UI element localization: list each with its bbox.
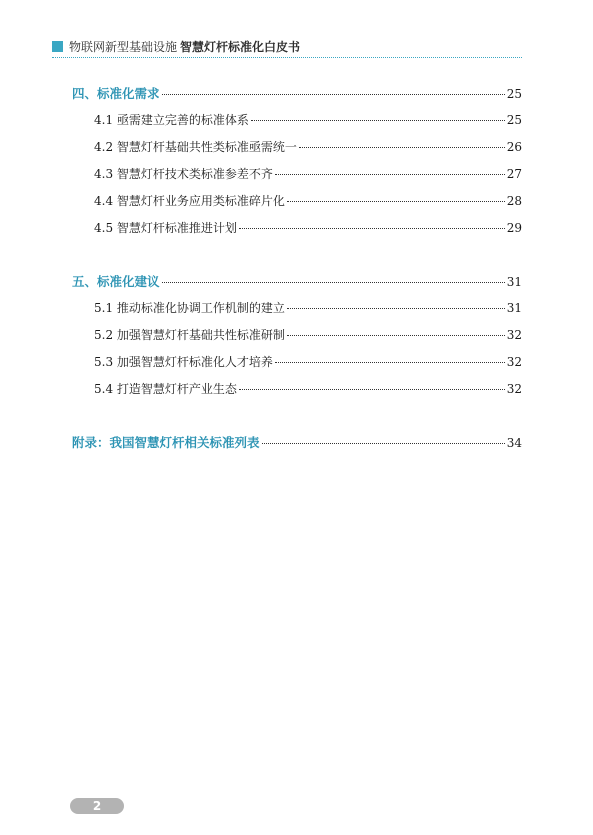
toc-section-title: 四、标准化需求 xyxy=(72,86,160,101)
dot-leader xyxy=(275,362,505,363)
toc-page-number: 25 xyxy=(506,87,522,101)
dot-leader xyxy=(239,389,505,390)
toc-page-number: 26 xyxy=(506,140,522,154)
dot-leader xyxy=(287,335,505,336)
toc-page-number: 27 xyxy=(506,167,522,181)
dot-leader xyxy=(262,443,505,444)
toc-item-4-2[interactable] xyxy=(72,138,522,165)
section-spacer xyxy=(72,246,522,272)
toc-section-4[interactable] xyxy=(72,84,522,111)
page-number-badge: 2 xyxy=(70,798,124,814)
toc-page-number: 32 xyxy=(506,328,522,342)
toc-item-5-1[interactable] xyxy=(72,299,522,326)
toc-item-5-3[interactable] xyxy=(72,353,522,380)
dot-leader xyxy=(275,174,505,175)
dot-leader xyxy=(251,120,505,121)
toc-section-title: 附录：我国智慧灯杆相关标准列表 xyxy=(72,435,260,450)
toc-page-number: 31 xyxy=(506,275,522,289)
toc-item-title: 5.3 加强智慧灯杆标准化人才培养 xyxy=(94,355,273,369)
toc-page-number: 34 xyxy=(506,436,522,450)
toc-page-number: 32 xyxy=(506,355,522,369)
header-square-icon xyxy=(52,41,63,52)
toc-item-title: 4.4 智慧灯杆业务应用类标准碎片化 xyxy=(94,194,285,208)
toc-item-title: 4.3 智慧灯杆技术类标准参差不齐 xyxy=(94,167,273,181)
header-title: 智慧灯杆标准化白皮书 xyxy=(180,39,301,54)
toc-item-title: 4.2 智慧灯杆基础共性类标准亟需统一 xyxy=(94,140,297,154)
toc-page-number: 31 xyxy=(506,301,522,315)
toc-page-number: 25 xyxy=(506,113,522,127)
toc-page-number: 29 xyxy=(506,221,522,235)
toc-page-number: 28 xyxy=(506,194,522,208)
toc-item-title: 5.4 打造智慧灯杆产业生态 xyxy=(94,382,237,396)
toc-item-4-3[interactable] xyxy=(72,165,522,192)
dot-leader xyxy=(239,228,505,229)
dot-leader xyxy=(299,147,505,148)
toc-page-number: 32 xyxy=(506,382,522,396)
header-series: 物联网新型基础设施 xyxy=(69,39,178,54)
section-spacer xyxy=(72,407,522,433)
toc-item-4-1[interactable] xyxy=(72,111,522,138)
toc-item-5-4[interactable] xyxy=(72,380,522,407)
running-header xyxy=(52,36,522,56)
dot-leader xyxy=(287,308,505,309)
dot-leader xyxy=(162,94,505,95)
toc-item-5-2[interactable] xyxy=(72,326,522,353)
toc-appendix[interactable] xyxy=(72,433,522,460)
toc-item-title: 5.2 加强智慧灯杆基础共性标准研制 xyxy=(94,328,285,342)
toc-item-title: 4.5 智慧灯杆标准推进计划 xyxy=(94,221,237,235)
header-divider xyxy=(52,57,522,58)
header-text xyxy=(69,38,300,55)
table-of-contents xyxy=(72,84,522,460)
toc-item-4-4[interactable] xyxy=(72,192,522,219)
dot-leader xyxy=(287,201,505,202)
toc-item-4-5[interactable] xyxy=(72,219,522,246)
toc-item-title: 5.1 推动标准化协调工作机制的建立 xyxy=(94,301,285,315)
toc-section-title: 五、标准化建议 xyxy=(72,274,160,289)
dot-leader xyxy=(162,282,505,283)
toc-section-5[interactable] xyxy=(72,272,522,299)
toc-item-title: 4.1 亟需建立完善的标准体系 xyxy=(94,113,249,127)
